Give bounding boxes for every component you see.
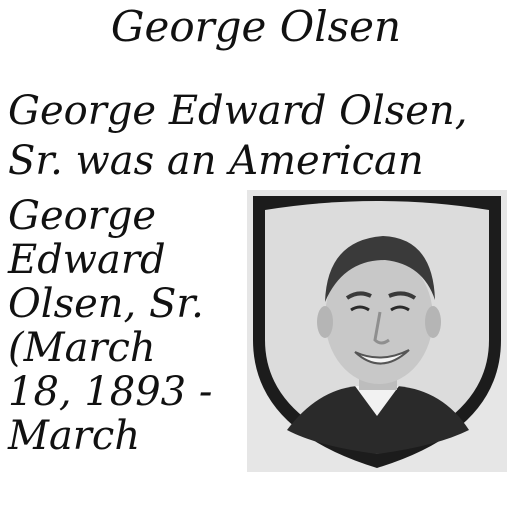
- portrait-svg: [247, 190, 507, 472]
- body-line: (March: [8, 325, 156, 371]
- subtitle-line: George Edward Olsen,: [8, 88, 468, 134]
- left-ear: [317, 306, 333, 338]
- subtitle-line: Sr. was an American: [8, 138, 424, 184]
- portrait-photo: [247, 190, 507, 472]
- body-line: March: [8, 413, 141, 459]
- body-line: George: [8, 193, 157, 239]
- subtitle: [8, 86, 508, 186]
- body-line: Edward: [8, 237, 166, 283]
- body-line: Olsen, Sr.: [8, 281, 204, 327]
- right-ear: [425, 306, 441, 338]
- page-title: George Olsen: [110, 2, 402, 51]
- body-line: 18, 1893 -: [8, 369, 213, 415]
- body-text: [8, 194, 244, 458]
